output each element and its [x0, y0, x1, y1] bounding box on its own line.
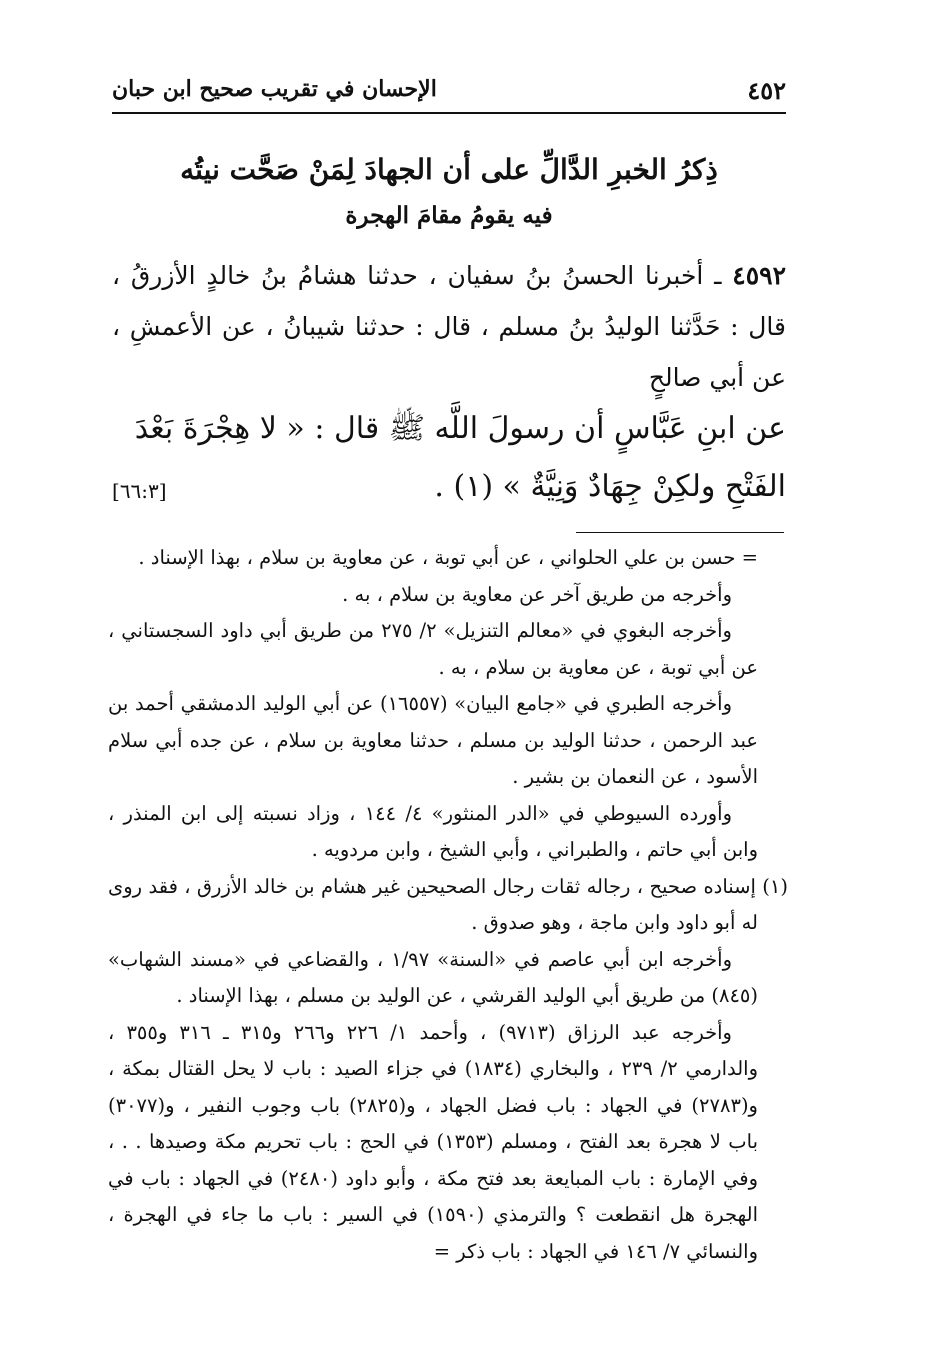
- footnote-paragraph: وأخرجه الطبري في «جامع البيان» (١٦٥٥٧) عن أبي الوليد الدمشقي أحمد بن عبد الرحمن ، حدثنا الوليد بن مسلم ، حدثنا معاوية بن سلام ، عن جده أبي سلام الأسود ، عن النعمان بن بشير .: [108, 692, 758, 788]
- hadith-isnad: [112, 250, 786, 403]
- page-number: ٤٥٢: [747, 76, 786, 105]
- footnotes: [108, 540, 788, 1270]
- footnote-paragraph: = حسن بن علي الحلواني ، عن أبي توبة ، عن معاوية بن سلام ، بهذا الإسناد .: [138, 546, 758, 569]
- hadith-matn: [112, 400, 786, 516]
- footnote-paragraph: وأخرجه ابن أبي عاصم في «السنة» ١/٩٧ ، والقضاعي في «مسند الشهاب» (٨٤٥) من طريق أبي الوليد القرشي ، عن الوليد بن مسلم ، بهذا الإسناد .: [108, 947, 758, 1007]
- footnote-paragraph: وأخرجه البغوي في «معالم التنزيل» ٢/ ٢٧٥ من طريق أبي داود السجستاني ، عن أبي توبة ، عن معاوية بن سلام ، به .: [108, 619, 758, 679]
- isnad-paragraph: [112, 250, 786, 403]
- section-heading: [112, 146, 786, 238]
- heading-line-2: فيه يقومُ مقامَ الهجرة: [345, 202, 553, 229]
- hadith-reference: [٦٦:٣]: [112, 479, 167, 503]
- matn-text: عن ابنِ عَبَّاسٍ أن رسولَ اللَّه ﷺ قال : « لا هِجْرَةَ بَعْدَ الفَتْحِ ولكِنْ جِهَادٌ وَنِيَّةٌ » (١) .: [134, 411, 786, 504]
- heading-line-1: ذِكرُ الخبرِ الدَّالِّ على أن الجهادَ لِمَنْ صَحَّت نيتُه: [180, 153, 718, 186]
- footnote-paragraph: وأخرجه من طريق آخر عن معاوية بن سلام ، به .: [342, 582, 732, 606]
- page-header: [112, 68, 786, 114]
- footnote-paragraph: وأورده السيوطي في «الدر المنثور» ٤/ ١٤٤ ، وزاد نسبته إلى ابن المنذر ، وابن أبي حاتم ، والطبراني ، وأبي الشيخ ، وابن مردويه .: [108, 801, 758, 861]
- isnad-text: ـ أخبرنا الحسنُ بنُ سفيان ، حدثنا هشامُ بنُ خالدٍ الأزرقُ ، قال : حَدَّثنا الوليدُ بنُ مسلم ، قال : حدثنا شيبانُ ، عن الأعمشِ ، عن أبي صالحٍ: [112, 261, 786, 392]
- footnote-paragraph: (١) إسناده صحيح ، رجاله ثقات رجال الصحيحين غير هشام بن خالد الأزرق ، فقد روى له أبو داود وابن ماجة ، وهو صدوق .: [108, 874, 788, 934]
- footnote-paragraph: وأخرجه عبد الرزاق (٩٧١٣) ، وأحمد ١/ ٢٢٦ و٢٦٦ و٣١٥ ـ ٣١٦ و٣٥٥ ، والدارمي ٢/ ٢٣٩ ، والبخاري (١٨٣٤) في جزاء الصيد : باب لا يحل القتال بمكة ، و(٢٧٨٣) في الجهاد : باب فضل الجهاد ، و(٢٨٢٥) باب وجوب النفير ، و(٣٠٧٧) باب لا هجرة بعد الفتح ، ومسلم (١٣٥٣) في الحج : باب تحريم مكة وصيدها . . ، وفي الإمارة : باب المبايعة بعد فتح مكة ، وأبو داود (٢٤٨٠) في الجهاد : باب في الهجرة هل انقطعت ؟ والترمذي (١٥٩٠) في السير : باب ما جاء في الهجرة ، والنسائي ٧/ ١٤٦ في الجهاد : باب ذكر =: [108, 1020, 759, 1263]
- hadith-number: ٤٥٩٢: [732, 261, 786, 290]
- running-title: الإحسان في تقريب صحيح ابن حبان: [112, 76, 437, 102]
- footnote-separator: [576, 532, 784, 533]
